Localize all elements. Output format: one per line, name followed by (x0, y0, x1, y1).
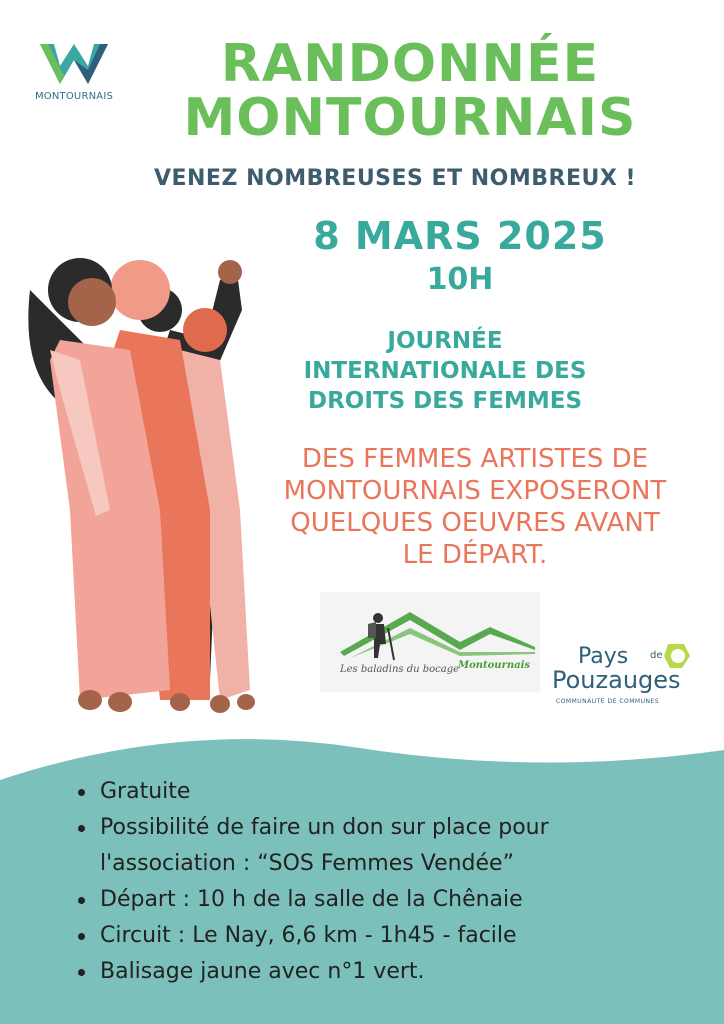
pays-line-2: Pouzauges (552, 666, 681, 694)
info-list (78, 774, 698, 990)
info-item (78, 774, 698, 810)
bullet-icon (78, 825, 85, 832)
pays-subtitle: COMMUNAUTÉ DE COMMUNES (556, 698, 660, 705)
info-text: Départ : 10 h de la salle de la Chênaie (100, 887, 523, 912)
women-illustration (10, 250, 270, 720)
montournais-logo (34, 36, 114, 106)
hiker-mountain-icon (320, 592, 540, 692)
info-item (78, 954, 698, 990)
subtitle: VENEZ NOMBREUSES ET NOMBREUX ! (153, 166, 637, 191)
info-item (78, 918, 698, 954)
title-line-2: MONTOURNAIS (183, 88, 637, 148)
info-item (78, 882, 698, 918)
event-time: 10H (426, 262, 494, 297)
event-occasion (270, 326, 620, 416)
artists-line: MONTOURNAIS EXPOSERONT (283, 476, 667, 506)
occasion-line: DROITS DES FEMMES (307, 388, 583, 414)
hiker-caption: Les baladins du bocage (340, 664, 460, 675)
bullet-icon (78, 897, 85, 904)
pays-line-1: Pays (578, 644, 629, 669)
baladins-logo (320, 592, 540, 692)
hiker-brand: Montournais (458, 660, 531, 671)
artists-line: QUELQUES OEUVRES AVANT (290, 508, 660, 538)
info-text: Possibilité de faire un don sur place pour (100, 815, 549, 840)
title-line-1: RANDONNÉE (220, 34, 600, 94)
artists-note (240, 443, 710, 571)
info-text: Gratuite (100, 779, 191, 804)
pays-de-pouzauges-logo (552, 640, 702, 712)
info-text: Circuit : Le Nay, 6,6 km - 1h45 - facile (100, 923, 517, 948)
artists-line: LE DÉPART. (402, 540, 548, 570)
bullet-icon (78, 933, 85, 940)
artists-line: DES FEMMES ARTISTES DE (301, 444, 649, 474)
info-text-continued: l'association : “SOS Femmes Vendée” (100, 851, 514, 876)
pays-de: de (650, 650, 663, 661)
logo-text: MONTOURNAIS (34, 91, 114, 102)
occasion-line: INTERNATIONALE DES (303, 358, 587, 384)
info-item (78, 810, 698, 882)
bullet-icon (78, 789, 85, 796)
info-text: Balisage jaune avec n°1 vert. (100, 959, 425, 984)
montournais-m-icon (34, 36, 114, 92)
occasion-line: JOURNÉE (387, 328, 503, 354)
event-date: 8 MARS 2025 (313, 214, 607, 258)
bullet-icon (78, 969, 85, 976)
